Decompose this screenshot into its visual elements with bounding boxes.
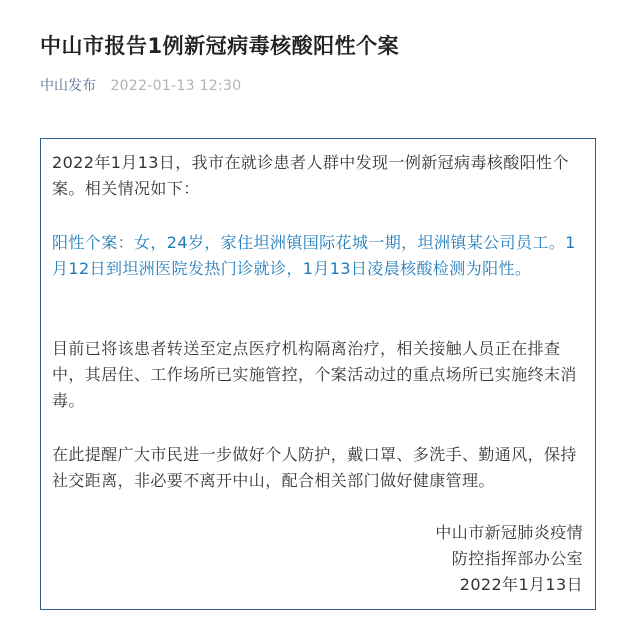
source-link[interactable]: 中山发布 (40, 78, 96, 94)
measures-paragraph: 目前已将该患者转送至定点医疗机构隔离治疗，相关接触人员正在排查中，其居住、工作场所已实施管控，个案活动过的重点场所已实施终末消毒。 (52, 339, 577, 410)
publish-time: 2022-01-13 12:30 (110, 78, 242, 94)
signature-org-line1: 中山市新冠肺炎疫情 (435, 523, 583, 542)
case-details-paragraph: 阳性个案：女，24岁，家住坦洲镇国际花城一期，坦洲镇某公司员工。1月12日到坦洲医院发热门诊就诊，1月13日凌晨核酸检测为阳性。 (52, 233, 576, 278)
reminder-paragraph: 在此提醒广大市民进一步做好个人防护，戴口罩、多洗手、勤通风，保持社交距离，非必要不离开中山，配合相关部门做好健康管理。 (52, 445, 577, 490)
signature-org-line2: 防控指挥部办公室 (451, 549, 583, 568)
intro-paragraph: 2022年1月13日，我市在就诊患者人群中发现一例新冠病毒核酸阳性个案。相关情况如下： (52, 153, 569, 198)
signature-date: 2022年1月13日 (459, 575, 583, 594)
announcement-box (40, 138, 596, 610)
article-meta (40, 76, 241, 96)
article-title: 中山市报告1例新冠病毒核酸阳性个案 (40, 34, 400, 58)
